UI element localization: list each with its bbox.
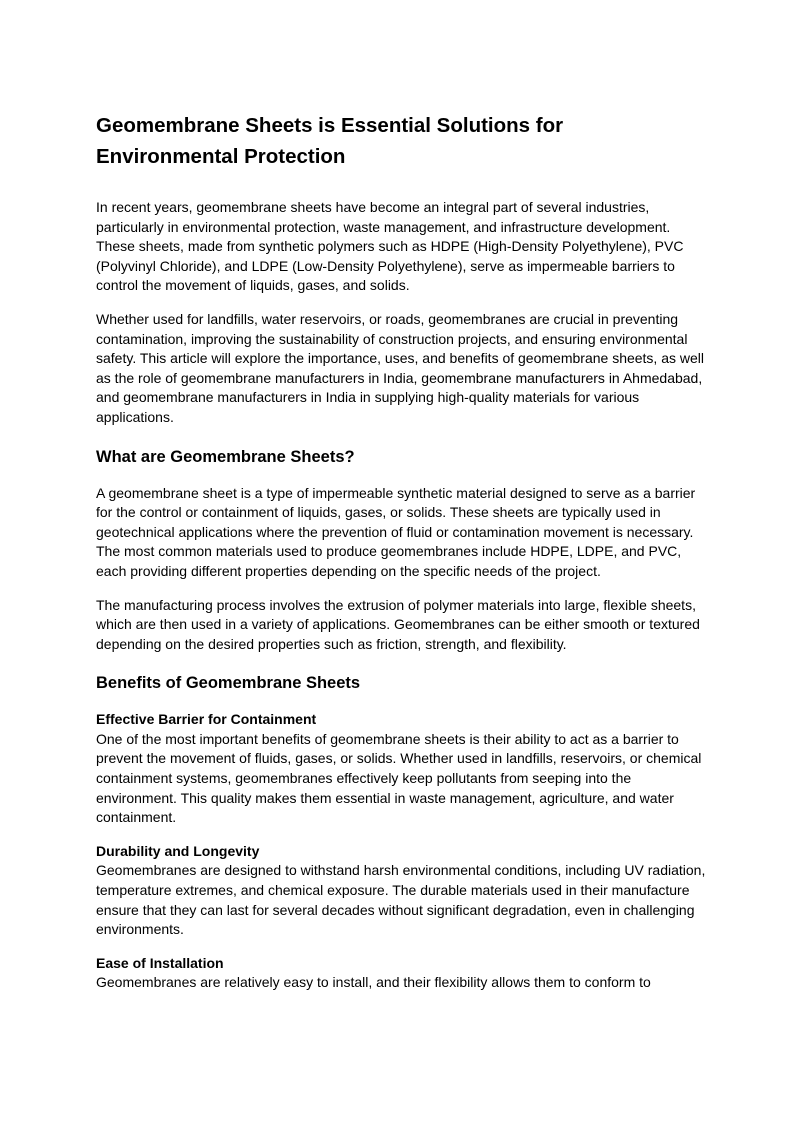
page-title: Geomembrane Sheets is Essential Solutions for Environmental Protection (96, 114, 564, 168)
intro-paragraph-1: In recent years, geomembrane sheets have become an integral part of several industries, particularly in environmental protection, waste management, and infrastructure development. These sheets, made from synthetic polymers such as HDPE (High-Density Polyethylene), PVC (Polyvinyl Chloride), and LDPE (Low-Density Polyethylene), serve as impermeable barriers to control the movement of liquids, gases, and solids. (96, 199, 684, 294)
benefit-title: Durability and Longevity (96, 842, 260, 859)
what-heading: What are Geomembrane Sheets? (96, 447, 355, 466)
benefit-item (96, 954, 706, 993)
benefit-body: Geomembranes are designed to withstand harsh environmental conditions, including UV radiation, temperature extremes, and chemical exposure. The durable materials used in their manufacture ensure that they can last for several decades without significant degradation, even in challenging environments. (96, 862, 706, 938)
intro-section (96, 198, 706, 428)
benefits-heading: Benefits of Geomembrane Sheets (96, 674, 361, 693)
document-page (96, 110, 706, 1007)
what-section (96, 446, 706, 655)
benefit-title: Effective Barrier for Containment (96, 711, 317, 728)
benefit-body: One of the most important benefits of geomembrane sheets is their ability to act as a barrier to prevent the movement of fluids, gases, or solids. Whether used in landfills, reservoirs, or chemical containment systems, geomembranes effectively keep pollutants from seeping into the environment. This quality makes them essential in waste management, agriculture, and water containment. (96, 730, 702, 826)
benefit-body: Geomembranes are relatively easy to install, and their flexibility allows them to conform to (96, 974, 651, 991)
intro-paragraph-2: Whether used for landfills, water reservoirs, or roads, geomembranes are crucial in preventing contamination, improving the sustainability of construction projects, and ensuring environmental safety. This article will explore the importance, uses, and benefits of geomembrane sheets, as well as the role of geomembrane manufacturers in India, geomembrane manufacturers in Ahmedabad, and geomembrane manufacturers in India in supplying high-quality materials for various applications. (96, 310, 705, 425)
benefit-title: Ease of Installation (96, 954, 224, 971)
benefits-section (96, 672, 706, 993)
benefit-item (96, 842, 706, 940)
benefit-item (96, 710, 706, 828)
what-paragraph-2: The manufacturing process involves the extrusion of polymer materials into large, flexible sheets, which are then used in a variety of applications. Geomembranes can be either smooth or textured depending on the desired properties such as friction, strength, and flexibility. (96, 596, 700, 652)
what-paragraph-1: A geomembrane sheet is a type of impermeable synthetic material designed to serve as a barrier for the control or containment of liquids, gases, or solids. These sheets are typically used in geotechnical applications where the prevention of fluid or contamination movement is necessary. The most common materials used to produce geomembranes include HDPE, LDPE, and PVC, each providing different properties depending on the specific needs of the project. (96, 484, 696, 579)
